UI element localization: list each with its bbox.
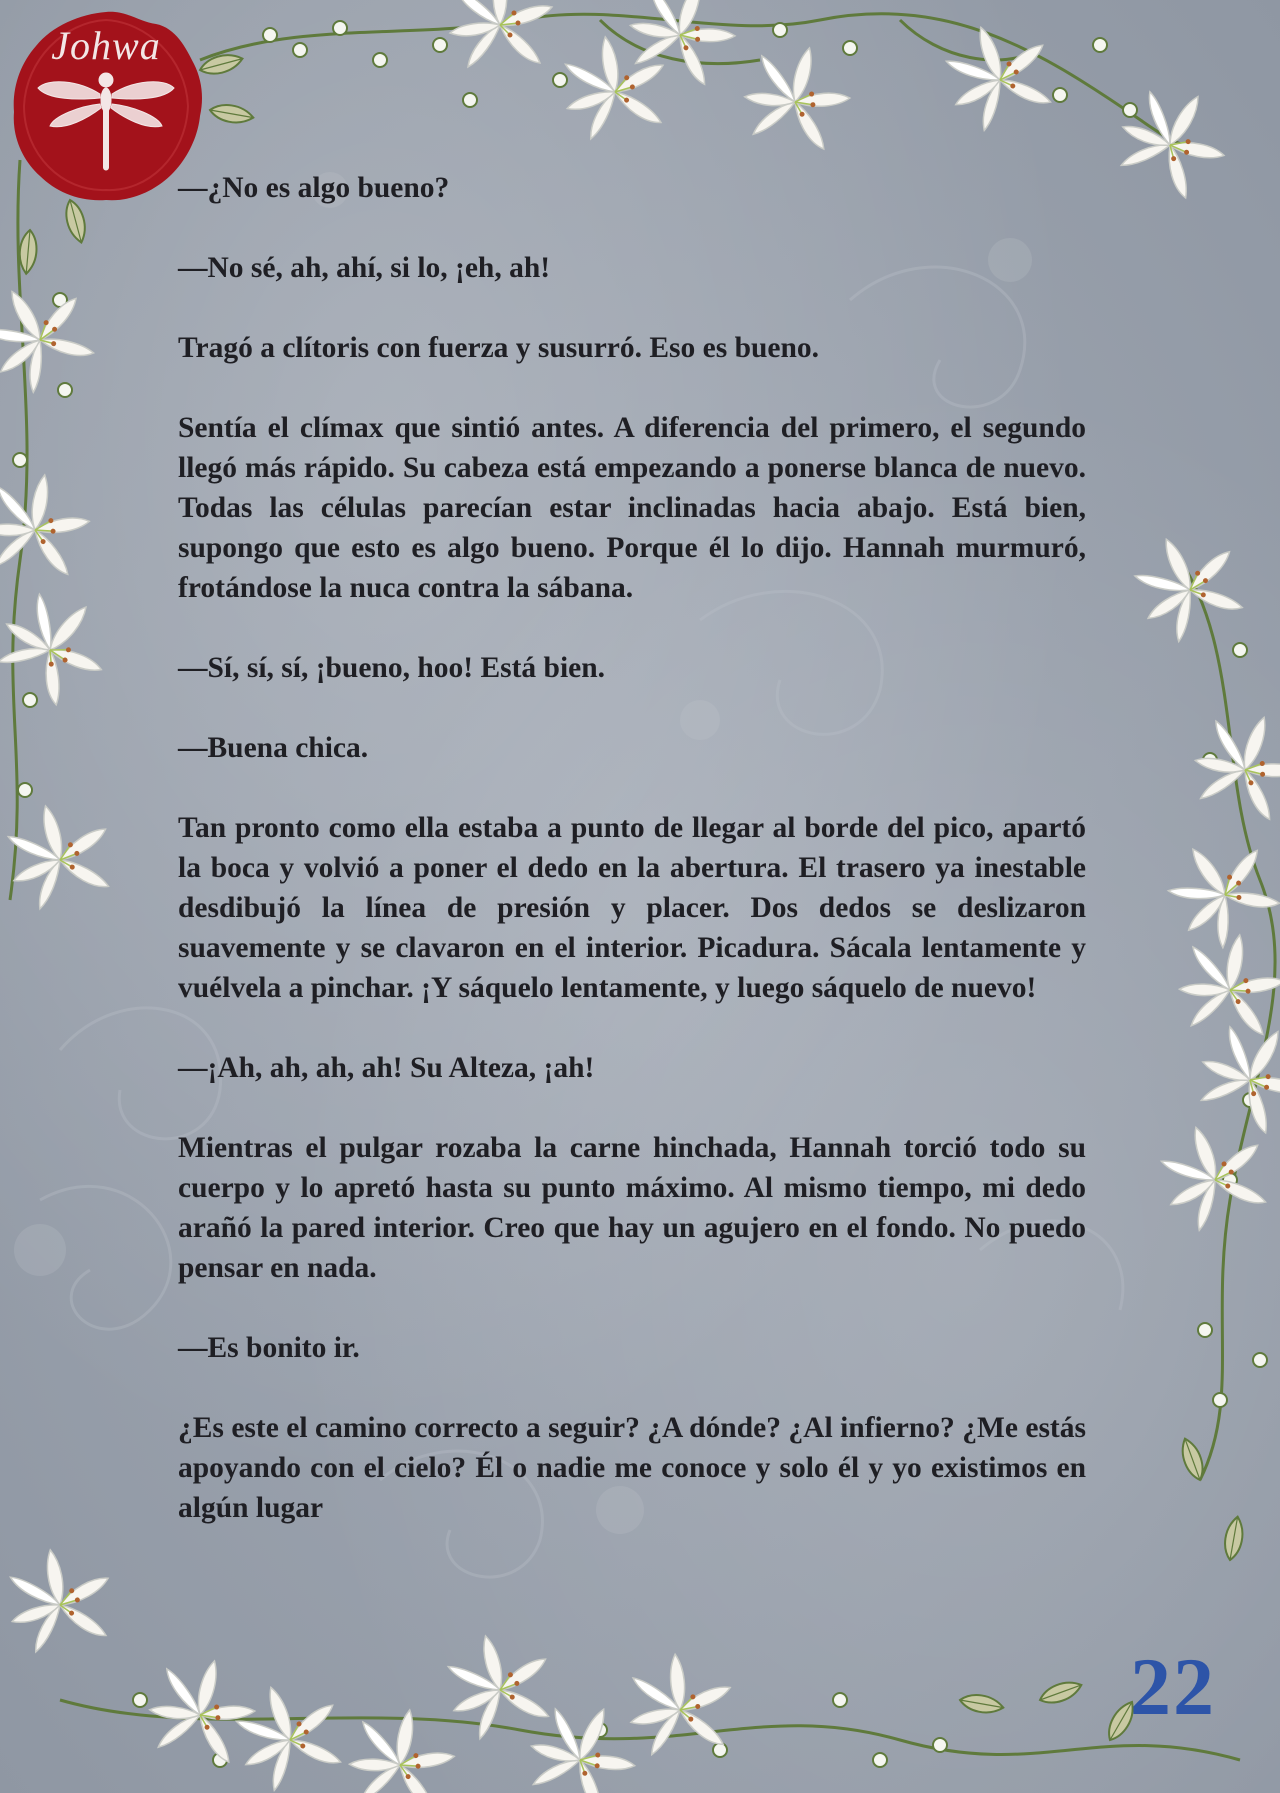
paragraph: Mientras el pulgar rozaba la carne hinchada, Hannah torció todo su cuerpo y lo apretó hasta su punto máximo. Al mismo tiempo, mi dedo arañó la pared interior. Creo que hay un agujero en el fondo. No puedo pensar en nada. xyxy=(178,1132,1086,1284)
paragraph: Tan pronto como ella estaba a punto de llegar al borde del pico, apartó la boca y volvió a poner el dedo en la abertura. El trasero ya inestable desdibujó la línea de presión y placer. Dos dedos se deslizaron suavemente y se clavaron en el interior. Picadura. Sácala lentamente y vuélvela a pinchar. ¡Y sáquelo lentamente, y luego sáquelo de nuevo! xyxy=(178,812,1086,1004)
page-number: 22 xyxy=(1130,1641,1216,1732)
paragraph: Tragó a clítoris con fuerza y susurró. Eso es bueno. xyxy=(178,332,820,364)
johwa-logo xyxy=(8,8,204,204)
logo-text: Johwa xyxy=(51,23,161,68)
paragraph: —¡Ah, ah, ah, ah! Su Alteza, ¡ah! xyxy=(178,1052,595,1084)
paragraph: —Es bonito ir. xyxy=(178,1332,360,1364)
paragraph: —¿No es algo bueno? xyxy=(178,172,450,204)
paragraph: —Sí, sí, sí, ¡bueno, hoo! Está bien. xyxy=(178,652,606,684)
document-body xyxy=(178,168,1086,1528)
paragraph: —No sé, ah, ahí, si lo, ¡eh, ah! xyxy=(178,252,551,284)
paragraph: —Buena chica. xyxy=(178,732,369,764)
paragraph: ¿Es este el camino correcto a seguir? ¿A dónde? ¿Al infierno? ¿Me estás apoyando con el cielo? Él o nadie me conoce y solo él y yo existimos en algún lugar xyxy=(178,1412,1086,1524)
paragraph: Sentía el clímax que sintió antes. A diferencia del primero, el segundo llegó más rápido. Su cabeza está empezando a ponerse blanca de nuevo. Todas las células parecían estar inclinadas hacia abajo. Está bien, supongo que esto es algo bueno. Porque él lo dijo. Hannah murmuró, frotándose la nuca contra la sábana. xyxy=(178,412,1086,604)
